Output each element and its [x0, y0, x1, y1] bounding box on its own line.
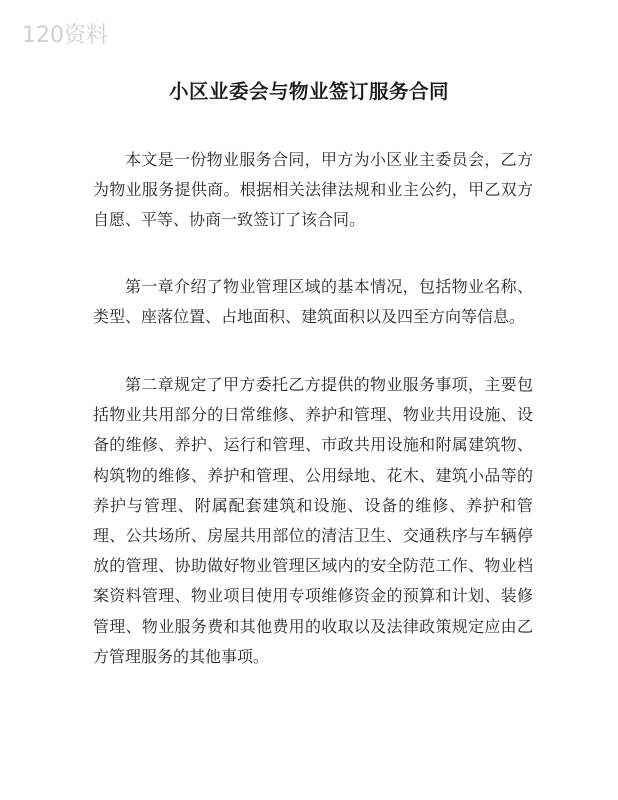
- paragraph-chapter-2: 第二章规定了甲方委托乙方提供的物业服务事项，主要包括物业共用部分的日常维修、养护和管理、物业共用设施、设备的维修、养护、运行和管理、市政共用设施和附属建筑物、构筑物的维修、养护和管理、公用绿地、花木、建筑小品等的养护与管理、附属配套建筑和设施、设备的维修、养护和管理、公共场所、房屋共用部位的清洁卫生、交通秩序与车辆停放的管理、协助做好物业管理区域内的安全防范工作、物业档案资料管理、物业项目使用专项维修资金的预算和计划、装修管理、物业服务费和其他费用的收取以及法律政策规定应由乙方管理服务的其他事项。: [93, 375, 533, 666]
- watermark-text: 120资料: [22, 23, 108, 48]
- paragraph-chapter-1: 第一章介绍了物业管理区域的基本情况，包括物业名称、类型、座落位置、占地面积、建筑面积以及四至方向等信息。: [93, 277, 533, 327]
- paragraph-intro: 本文是一份物业服务合同，甲方为小区业主委员会，乙方为物业服务提供商。根据相关法律法规和业主公约，甲乙双方自愿、平等、协商一致签订了该合同。: [93, 150, 533, 230]
- document-title: 小区业委会与物业签订服务合同: [168, 80, 449, 103]
